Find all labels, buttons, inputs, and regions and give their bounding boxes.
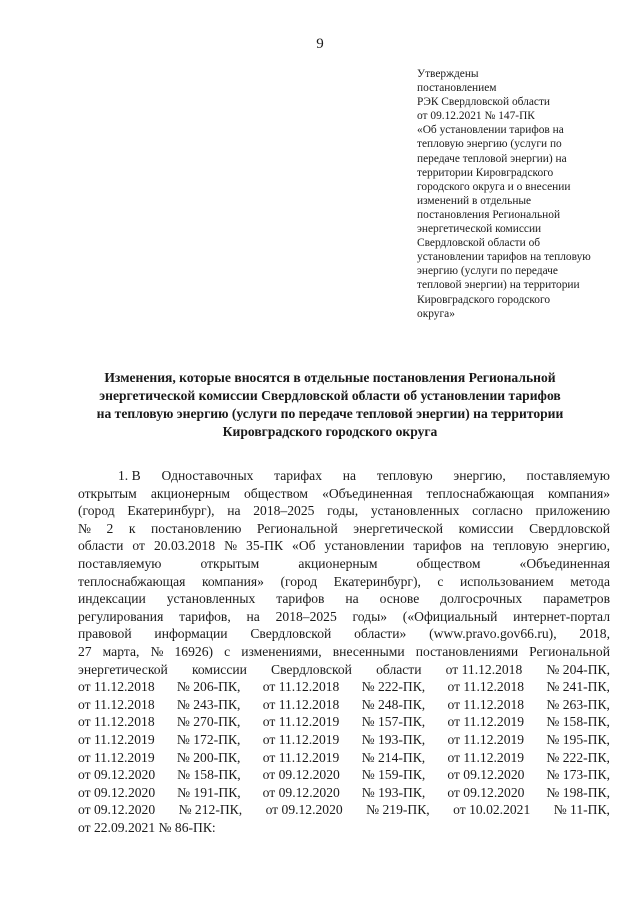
- paragraph-line: [78, 643, 610, 661]
- text-segment: № 158-ПК,: [546, 714, 610, 730]
- text-segment: № 212-ПК,: [178, 802, 243, 818]
- approval-line: тепловой энергии) на территории: [417, 279, 580, 292]
- approval-line: «Об установлении тарифов на: [417, 124, 564, 137]
- paragraph-line: [78, 801, 610, 819]
- text-segment: № 243-ПК,: [176, 696, 241, 712]
- text-segment: № 198-ПК,: [546, 784, 610, 800]
- text-segment: № 214-ПК,: [361, 749, 426, 765]
- text-segment: № 159-ПК,: [361, 767, 426, 783]
- approval-line: РЭК Свердловской области: [417, 96, 551, 109]
- text-segment: № 222-ПК,: [546, 749, 610, 765]
- text-segment: от 22.09.2021 № 86-ПК:: [78, 819, 216, 835]
- approval-line: установлении тарифов на тепловую: [417, 251, 591, 264]
- paragraph-line: [78, 467, 610, 485]
- text-segment: теплоснабжающая компания» (город Екатеринбург), с использованием метода: [78, 573, 610, 589]
- text-segment: от 11.12.2018: [447, 679, 525, 695]
- paragraph-line: [78, 537, 610, 555]
- text-segment: 1. В: [118, 468, 141, 483]
- text-segment: от 09.12.2020: [447, 767, 525, 783]
- paragraph-line: [78, 661, 610, 679]
- approval-line: территории Кировградского: [417, 166, 554, 179]
- paragraph-line: [78, 502, 610, 520]
- text-segment: от 09.12.2020: [262, 767, 340, 783]
- approval-line: от 09.12.2021 № 147-ПК: [417, 110, 535, 123]
- text-segment: (город Екатеринбург), на 2018–2025 годы, установленных согласно приложению: [78, 503, 610, 519]
- approval-line: передаче тепловой энергии) на: [417, 152, 567, 165]
- text-segment: области: [376, 661, 422, 677]
- paragraph-line: [78, 678, 610, 696]
- text-segment: № 195-ПК,: [546, 731, 610, 747]
- text-segment: комиссии: [191, 661, 247, 677]
- text-segment: от 11.12.2018: [78, 696, 155, 712]
- paragraph-line: [78, 784, 610, 802]
- approval-line: энергетической комиссии: [417, 223, 542, 236]
- text-segment: № 270-ПК,: [176, 714, 241, 730]
- heading-line: на тепловую энергию (услуги по передаче тепловой энергии) на территории: [96, 406, 564, 421]
- text-segment: регулирования тарифов, на 2018–2025 годы» («Официальный интернет-портал: [78, 608, 610, 624]
- text-segment: акционерным: [298, 555, 378, 571]
- text-segment: на: [342, 468, 357, 483]
- text-segment: № 191-ПК,: [177, 784, 241, 800]
- text-segment: энергетической: [78, 661, 168, 677]
- text-segment: 27 марта, № 16926) с изменениями, внесенными постановлениями Региональной: [78, 643, 610, 659]
- text-segment: от 09.12.2020: [78, 802, 156, 818]
- paragraph-line: [78, 713, 610, 731]
- text-segment: № 204-ПК,: [546, 661, 610, 677]
- text-segment: от 11.12.2019: [262, 714, 340, 730]
- text-segment: № 158-ПК,: [177, 767, 241, 783]
- text-segment: от 11.12.2018: [262, 696, 340, 712]
- paragraph-line: [78, 573, 610, 591]
- text-segment: № 222-ПК,: [361, 679, 426, 695]
- text-segment: от 09.12.2020: [447, 784, 525, 800]
- text-segment: тарифах: [274, 468, 323, 483]
- text-segment: от 09.12.2020: [265, 802, 343, 818]
- paragraph-line: [78, 766, 610, 784]
- approval-line: постановления Региональной: [417, 208, 561, 221]
- paragraph-1: [78, 467, 610, 836]
- text-segment: тепловую: [376, 468, 433, 483]
- paragraph-line: [78, 749, 610, 767]
- heading-line: Изменения, которые вносятся в отдельные постановления Региональной: [104, 370, 556, 385]
- text-segment: поставляемую: [78, 555, 162, 571]
- text-segment: № 241-ПК,: [546, 679, 610, 695]
- text-segment: от 09.12.2020: [78, 767, 156, 783]
- text-segment: от 11.12.2019: [262, 731, 340, 747]
- paragraph-line: [78, 608, 610, 626]
- paragraph-line: [78, 819, 610, 837]
- heading-line: энергетической комиссии Свердловской области об установлении тарифов: [99, 388, 561, 403]
- text-segment: от 11.12.2019: [262, 749, 340, 765]
- text-segment: обществом: [416, 555, 481, 571]
- text-segment: от 11.12.2018: [445, 661, 523, 677]
- text-segment: от 11.12.2019: [447, 731, 525, 747]
- text-segment: № 200-ПК,: [176, 749, 241, 765]
- text-segment: энергию,: [453, 468, 506, 483]
- approval-line: Кировградского городского: [417, 293, 551, 306]
- approval-line: постановлением: [417, 82, 497, 95]
- text-segment: правовой информации Свердловской области» (www.pravo.gov66.ru), 2018,: [78, 626, 610, 642]
- approval-line: Утверждены: [417, 68, 479, 80]
- text-segment: от 11.12.2019: [78, 731, 155, 747]
- text-segment: № 11-ПК,: [553, 802, 610, 818]
- approval-line: энергию (услуги по передаче: [417, 265, 558, 278]
- text-segment: № 193-ПК,: [361, 784, 426, 800]
- text-segment: «Объединенная: [519, 555, 610, 571]
- paragraph-line: [78, 590, 610, 608]
- text-segment: № 248-ПК,: [361, 696, 426, 712]
- text-segment: от 09.12.2020: [262, 784, 340, 800]
- paragraph-line: [78, 520, 610, 538]
- heading-line: Кировградского городского округа: [222, 424, 438, 439]
- paragraph-line: [78, 696, 610, 714]
- approval-line: городского округа и о внесении: [417, 180, 571, 193]
- approval-line: изменений в отдельные: [417, 194, 532, 207]
- text-segment: Свердловской: [271, 661, 352, 677]
- approval-line: округа»: [417, 307, 455, 320]
- text-segment: открытым акционерным обществом «Объединенная теплоснабжающая компания»: [78, 485, 610, 501]
- text-segment: № 173-ПК,: [546, 767, 610, 783]
- text-segment: от 11.12.2018: [447, 696, 525, 712]
- text-segment: от 11.12.2019: [447, 714, 525, 730]
- text-segment: от 10.02.2021: [453, 802, 531, 818]
- approval-block: [417, 67, 617, 321]
- text-segment: поставляемую: [526, 468, 610, 483]
- text-segment: № 157-ПК,: [361, 714, 426, 730]
- text-segment: от 11.12.2018: [262, 679, 340, 695]
- paragraph-line: [78, 625, 610, 643]
- text-segment: № 206-ПК,: [176, 679, 241, 695]
- paragraph-line: [78, 731, 610, 749]
- text-segment: индексации установленных тарифов на основе долгосрочных параметров: [78, 591, 610, 607]
- text-segment: № 219-ПК,: [366, 802, 430, 818]
- page-number: 9: [316, 36, 324, 52]
- text-segment: № 193-ПК,: [361, 731, 426, 747]
- text-segment: от 11.12.2018: [78, 714, 155, 730]
- paragraph-line: [78, 485, 610, 503]
- text-segment: от 11.12.2019: [447, 749, 525, 765]
- text-segment: от 09.12.2020: [78, 784, 156, 800]
- text-segment: № 172-ПК,: [176, 731, 241, 747]
- text-segment: открытым: [200, 555, 260, 571]
- approval-line: тепловую энергию (услуги по: [417, 138, 562, 151]
- text-segment: от 11.12.2018: [78, 679, 155, 695]
- approval-line: Свердловской области об: [417, 237, 541, 250]
- document-heading: [60, 369, 600, 441]
- paragraph-line: [78, 555, 610, 573]
- text-segment: области от 20.03.2018 № 35-ПК «Об установлении тарифов на тепловую энергию,: [78, 538, 610, 554]
- text-segment: № 263-ПК,: [546, 696, 610, 712]
- text-segment: № 2 к постановлению Региональной энергетической комиссии Свердловской: [78, 520, 610, 536]
- text-segment: от 11.12.2019: [78, 749, 155, 765]
- text-segment: Одноставочных: [161, 468, 254, 483]
